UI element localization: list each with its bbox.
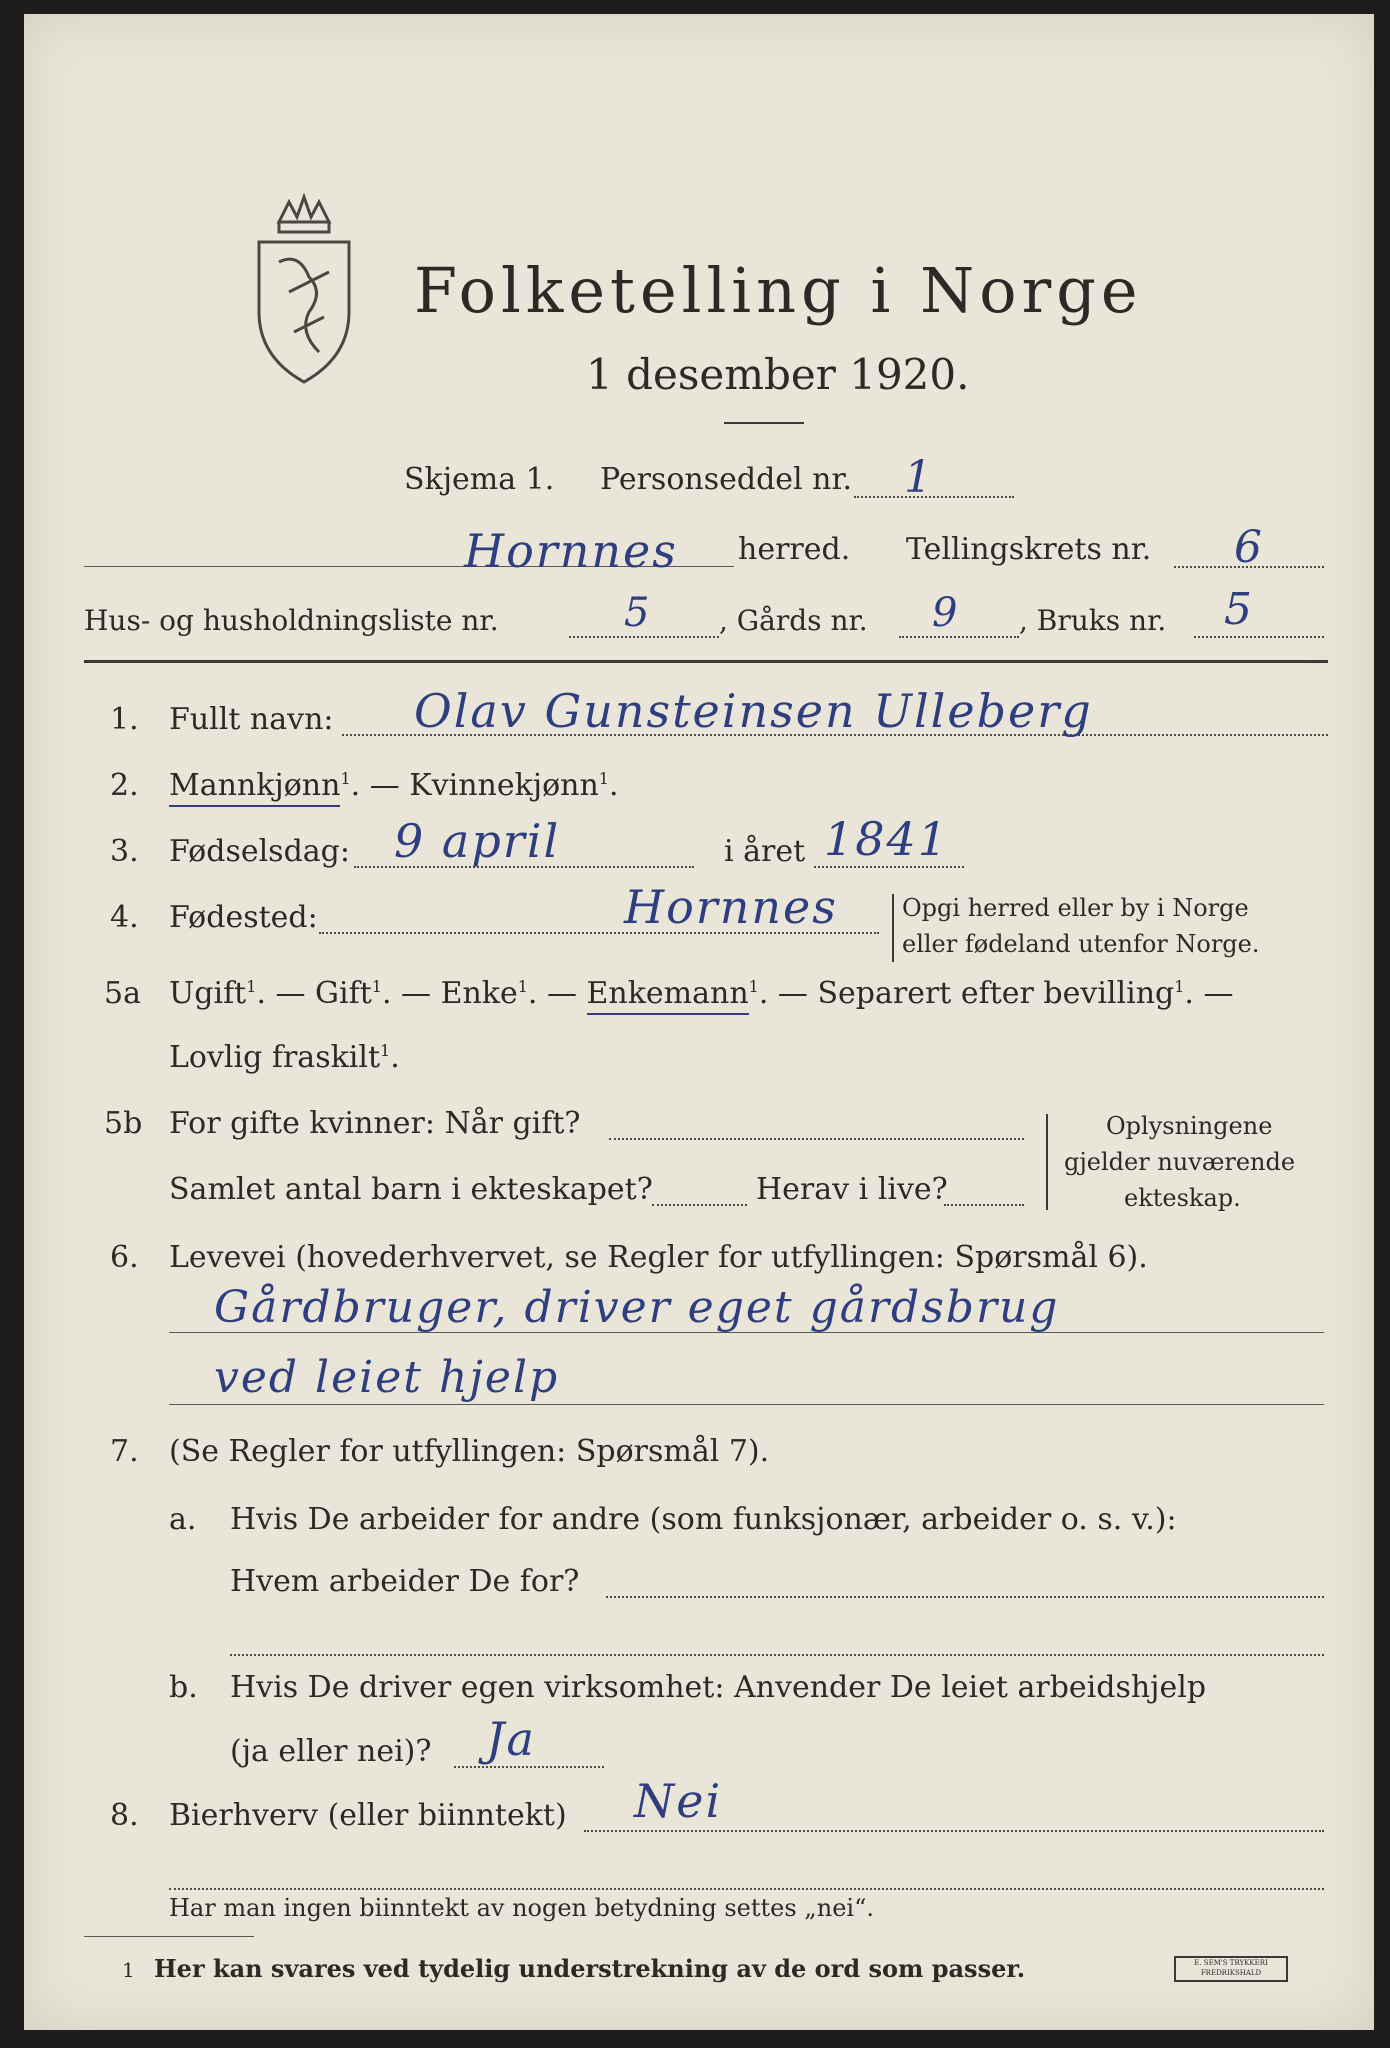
no-income-note: Har man ingen biinntekt av nogen betydning settes „nei“.	[169, 1894, 874, 1922]
q7b-text: Hvis De driver egen virksomhet: Anvender De leiet arbeidshjelp	[230, 1670, 1207, 1705]
birth-date-value[interactable]: 9 april	[394, 814, 561, 868]
herred-value[interactable]: Hornnes	[464, 524, 678, 578]
q7-number: 7.	[110, 1434, 139, 1469]
q5a-number: 5a	[104, 976, 141, 1011]
q5b-alive-label: Herav i live?	[756, 1172, 948, 1207]
bruks-label: , Bruks nr.	[1019, 604, 1167, 637]
personseddel-value[interactable]: 1	[904, 452, 934, 503]
skjema-label: Skjema 1.	[404, 462, 555, 497]
q5b-note-line2: gjelder nuværende	[1064, 1148, 1296, 1176]
q5b-children-label: Samlet antal barn i ekteskapet?	[169, 1172, 653, 1207]
q4-note-line1: Opgi herred eller by i Norge	[902, 894, 1249, 922]
footnote-text: Her kan svares ved tydelig understrekning av de ord som passer.	[154, 1954, 1026, 1983]
bruks-value[interactable]: 5	[1224, 584, 1254, 635]
q2-number: 2.	[110, 768, 139, 803]
q7b-question: (ja eller nei)?	[230, 1734, 432, 1769]
q7a-question: Hvem arbeider De for?	[230, 1564, 580, 1599]
q8-number: 8.	[110, 1798, 139, 1833]
marital-gift-option[interactable]: Gift	[315, 976, 372, 1011]
gards-label: , Gårds nr.	[719, 604, 868, 637]
gender-female-option[interactable]: Kvinnekjønn	[409, 768, 599, 803]
q2-gender-options: Mannkjønn$^1$. — Kvinnekjønn$^1$.	[169, 768, 619, 803]
q3-label: Fødselsdag:	[169, 834, 350, 869]
footnote-marker: 1	[122, 1958, 135, 1982]
husliste-label: Hus- og husholdningsliste nr.	[84, 604, 499, 637]
q5a-marital-options: Ugift$^1$. — Gift$^1$. — Enke$^1$. — Enkemann$^1$. — Separert efter bevilling$^1$. —	[169, 976, 1234, 1011]
marital-enke-option[interactable]: Enke	[440, 976, 518, 1011]
q7a-text: Hvis De arbeider for andre (som funksjonær, arbeider o. s. v.):	[230, 1502, 1177, 1537]
marital-fraskilt-option[interactable]: Lovlig fraskilt$^1$.	[169, 1040, 400, 1075]
full-name-value[interactable]: Olav Gunsteinsen Ulleberg	[414, 684, 1093, 738]
q5b-note-line1: Oplysningene	[1106, 1112, 1273, 1140]
q5b-note-line3: ekteskap.	[1124, 1184, 1241, 1212]
q5b-married-when-label: For gifte kvinner: Når gift?	[169, 1106, 581, 1141]
q6-label: Levevei (hovederhvervet, se Regler for utfyllingen: Spørsmål 6).	[169, 1240, 1148, 1275]
herred-label: herred.	[738, 532, 851, 567]
occupation-value-line2[interactable]: ved leiet hjelp	[214, 1352, 560, 1403]
q1-number: 1.	[110, 702, 139, 737]
header-separator	[84, 660, 1328, 663]
hired-help-value[interactable]: Ja	[486, 1712, 536, 1766]
printer-stamp: E. SEM'S TRYKKERI FREDRIKSHALD	[1174, 1956, 1288, 1982]
marital-separert-option[interactable]: Separert efter bevilling	[817, 976, 1175, 1011]
marital-enkemann-option[interactable]: Enkemann	[587, 976, 749, 1015]
birth-year-value[interactable]: 1841	[824, 812, 950, 866]
q6-number: 6.	[110, 1240, 139, 1275]
q7a-number: a.	[169, 1502, 197, 1537]
personseddel-label: Personseddel nr.	[600, 462, 853, 497]
q4-note-line2: eller fødeland utenfor Norge.	[902, 930, 1260, 958]
q8-label: Bierhverv (eller biinntekt)	[169, 1798, 567, 1833]
q4-number: 4.	[110, 900, 139, 935]
norwegian-coat-of-arms-icon	[249, 182, 359, 392]
q3-number: 3.	[110, 834, 139, 869]
q1-label: Fullt navn:	[169, 702, 334, 737]
tellingskrets-label: Tellingskrets nr.	[906, 532, 1152, 567]
q5b-number: 5b	[104, 1106, 143, 1141]
q4-label: Fødested:	[169, 900, 318, 935]
census-date: 1 desember 1920.	[586, 350, 970, 399]
census-form-page	[24, 14, 1374, 2030]
occupation-value-line1[interactable]: Gårdbruger, driver eget gårdsbrug	[214, 1282, 1060, 1333]
husliste-value[interactable]: 5	[624, 590, 652, 636]
tellingskrets-value[interactable]: 6	[1234, 522, 1264, 573]
form-title: Folketelling i Norge	[414, 254, 1143, 327]
birthplace-value[interactable]: Hornnes	[624, 880, 838, 934]
year-label: i året	[724, 834, 806, 869]
q7-label: (Se Regler for utfyllingen: Spørsmål 7).	[169, 1434, 770, 1469]
gards-value[interactable]: 9	[932, 590, 960, 636]
gender-male-option[interactable]: Mannkjønn	[169, 768, 340, 807]
side-income-value[interactable]: Nei	[634, 1774, 723, 1828]
q7b-number: b.	[169, 1670, 198, 1705]
title-divider	[724, 422, 804, 424]
marital-ugift-option[interactable]: Ugift	[169, 976, 247, 1011]
